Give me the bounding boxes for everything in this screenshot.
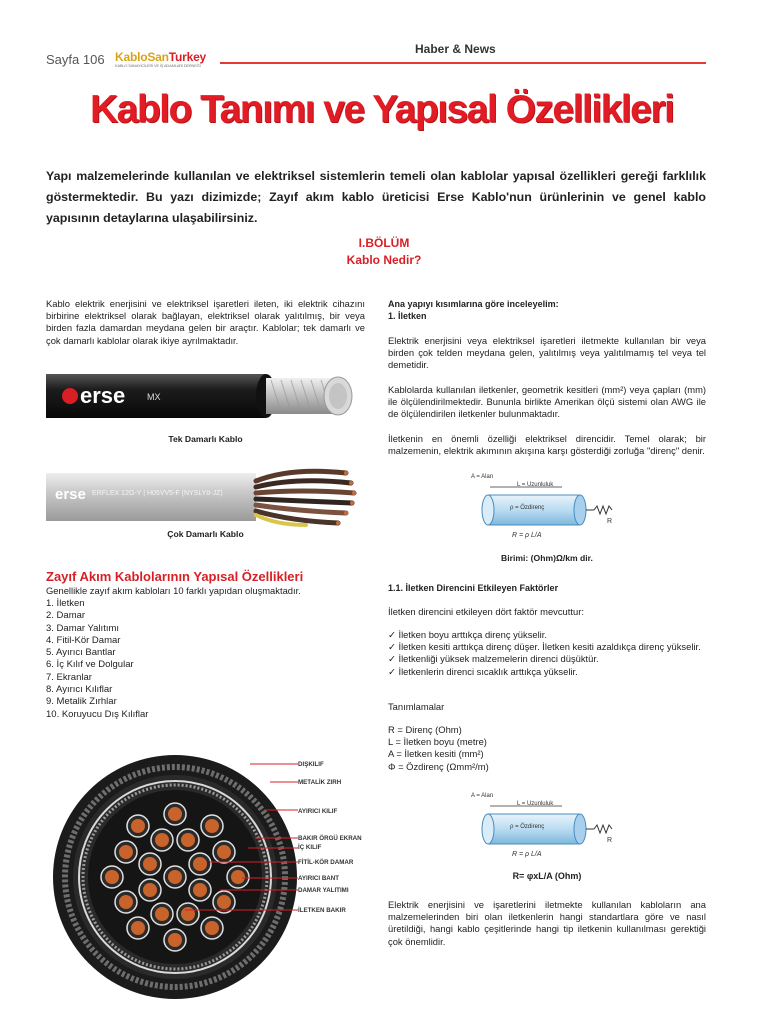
fig1-length: L = Uzunluluk [517, 482, 554, 488]
logo-part1: KabloSan [115, 50, 169, 64]
list-item: ✓ İletkenliği yüksek malzemelerin direnci düşüktür. [388, 653, 599, 665]
fig2-area: A = Alan [471, 793, 494, 799]
label-filler-core: FİTİL-KÖR DAMAR [298, 859, 354, 866]
list-item: 10. Koruyucu Dış Kılıflar [46, 708, 149, 720]
subheading-factors: 1.1. İletken Direncini Etkileyen Faktörler [388, 583, 559, 593]
factors-list [388, 629, 706, 678]
article-intro: Yapı malzemelerinde kullanılan ve elektriksel sistemlerin temeli olan kablolar yapısal özellikleri gereği farklılık göstermektedir. Bu yazı dizimizde; Zayıf akım kablo üreticisi Erse Kablo'nun ürünlerinin ve genel kablo yapısının detaylarına ulaşabilirsiniz. [46, 169, 706, 225]
check-icon: ✓ [388, 641, 399, 653]
label-core-insulation: DAMAR YALITIMI [298, 887, 349, 894]
subheading-conductor: 1. İletken [388, 311, 427, 321]
fig1-resistivity: ρ = Özdirenç [510, 505, 545, 511]
label-separating-tape: AYIRICI BANT [298, 875, 340, 882]
cable2-print: ERFLEX 12G-Y | H05VV5-F (NYSLYö-JZ) [92, 490, 223, 497]
cable-definition: Kablo elektrik enerjisini ve elektriksel işaretleri ileten, iki elektrik cihazını birbirine elektriksel olarak bağlayan, elektriksel olarak yalıtılmış, bir veya birden fazla damardan meydana gelen bir araçtır. Kablolar; tek damarlı ve çok damarlı kablolar olarak ikiye ayrılmaktadır. [46, 298, 365, 346]
cable1-brand: erse [80, 383, 126, 408]
definition-item: R = Direnç (Ohm) [388, 724, 462, 735]
definitions-title: Tanımlamalar [388, 701, 445, 712]
list-item: 9. Metalik Zırhlar [46, 696, 117, 708]
fig1-area: A = Alan [471, 474, 494, 480]
label-outer-sheath: DIŞKILIF [298, 761, 324, 768]
definition-item: Φ = Özdirenç (Ωmm²/m) [388, 760, 489, 772]
label-copper-braid: BAKIR ÖRGÜ EKRAN [298, 835, 362, 842]
list-item: 7. Ekranlar [46, 671, 92, 683]
cable2-brand: erse [55, 486, 86, 503]
resistance-formula: R= φxL/A (Ohm) [512, 871, 582, 881]
label-metallic-armour: METALİK ZIRH [298, 779, 342, 786]
check-icon: ✓ [388, 653, 399, 665]
closing-paragraph: Elektrik enerjisini ve işaretlerini iletmekte kullanılan kabloların ana malzemelerinden biri olan iletkenlerin hangi standartlara göre ve nasıl üretildiği, hangi kablo çeşitlerinde hangi tip iletkenin kullanılması gerektiği çok önemlidir. [388, 899, 706, 947]
list-item: 2. Damar [46, 610, 86, 622]
check-icon: ✓ [388, 629, 399, 640]
list-item: ✓ İletken kesiti arttıkça direnç düşer. İletken kesiti azaldıkça direnç yükselir. [388, 641, 701, 653]
caption-multi-core: Çok Damarlı Kablo [167, 529, 244, 539]
weak-current-heading: Zayıf Akım Kablolarının Yapısal Özellikleri [46, 569, 304, 584]
paragraph-conductor-def: Elektrik enerjisini veya elektriksel işaretleri iletmekte kullanılan bir veya birden çok telden meydana gelen, yalıtılmış veya yalıtılmamış tel veya tel demetidir. [388, 335, 706, 371]
examine-intro: Ana yapıyı kısımlarına göre inceleyelim: [388, 299, 559, 309]
factors-intro: İletken direncini etkileyen dört faktör mevcuttur: [388, 606, 584, 617]
section-number: I.BÖLÜM [358, 236, 410, 250]
logo-tagline: KABLO SANAYİCİLERİ VE İŞ ADAMLARI DERNEĞİ [115, 63, 201, 68]
list-item: 6. İç Kılıf ve Dolgular [46, 659, 134, 671]
list-item: ✓ İletken boyu arttıkça direnç yükselir. [388, 629, 547, 640]
label-inner-sheath: İÇ KILIF [298, 844, 322, 851]
paragraph-conductor-size: Kablolarda kullanılan iletkenler, geometrik kesitleri (mm²) veya çapları (mm) ile ölçülendirilmektedir. Bununla birlikte Amerikan ölçü sistemi olan AWG ile de ölçülendirilen iletkenler bulunmaktadır. [388, 384, 706, 420]
cable1-model: MX [147, 392, 161, 402]
section-title: Kablo Nedir? [346, 253, 422, 267]
list-item: 8. Ayırıcı Kılıflar [46, 684, 113, 696]
fig2-formula: R = ρ L/A [512, 851, 542, 858]
magazine-logo [115, 50, 206, 68]
multi-core-cable-image [46, 467, 360, 527]
label-copper-conductor: İLETKEN BAKIR [298, 907, 346, 914]
resistance-unit: Birimi: (Ohm)Ω/km dir. [501, 553, 593, 563]
paragraph-resistance: İletkenin en önemli özelliği elektriksel direncidir. Temel olarak; bir malzemenin, elektrik akımının akışına karşı gösterdiği zorluğa "direnç" denir. [388, 433, 706, 457]
page-number: Sayfa 106 [46, 52, 105, 67]
definition-item: L = İletken boyu (metre) [388, 736, 487, 748]
fig1-formula: R = ρ L/A [512, 532, 542, 539]
fig2-length: L = Uzunluluk [517, 801, 554, 807]
weak-current-intro: Genellikle zayıf akım kabloları 10 farklı yapıdan oluşmaktadır. [46, 585, 301, 596]
label-separating-sheath: AYIRICI KILIF [298, 808, 338, 815]
section-label: Haber & News [415, 42, 496, 56]
fig1-resistor-label: R [607, 518, 613, 525]
cable-cross-section-image [50, 752, 300, 1002]
definition-item: A = İletken kesiti (mm²) [388, 748, 484, 760]
caption-single-core: Tek Damarlı Kablo [168, 434, 243, 444]
list-item: 3. Damar Yalıtımı [46, 622, 120, 634]
cable-parts-list [46, 598, 346, 721]
list-item: 5. Ayırıcı Bantlar [46, 647, 116, 659]
logo-part2: Turkey [168, 50, 207, 64]
definitions-list [388, 724, 489, 773]
fig2-resistivity: ρ = Özdirenç [510, 824, 545, 830]
article-title: Kablo Tanımı ve Yapısal Özellikleri [90, 88, 674, 131]
fig2-resistor-label: R [607, 837, 613, 844]
list-item: 1. İletken [46, 598, 85, 609]
header-divider [220, 62, 706, 64]
list-item: ✓ İletkenlerin direnci sıcaklık arttıkça yükselir. [388, 665, 578, 677]
list-item: 4. Fitil-Kör Damar [46, 634, 121, 646]
check-icon: ✓ [388, 665, 399, 677]
